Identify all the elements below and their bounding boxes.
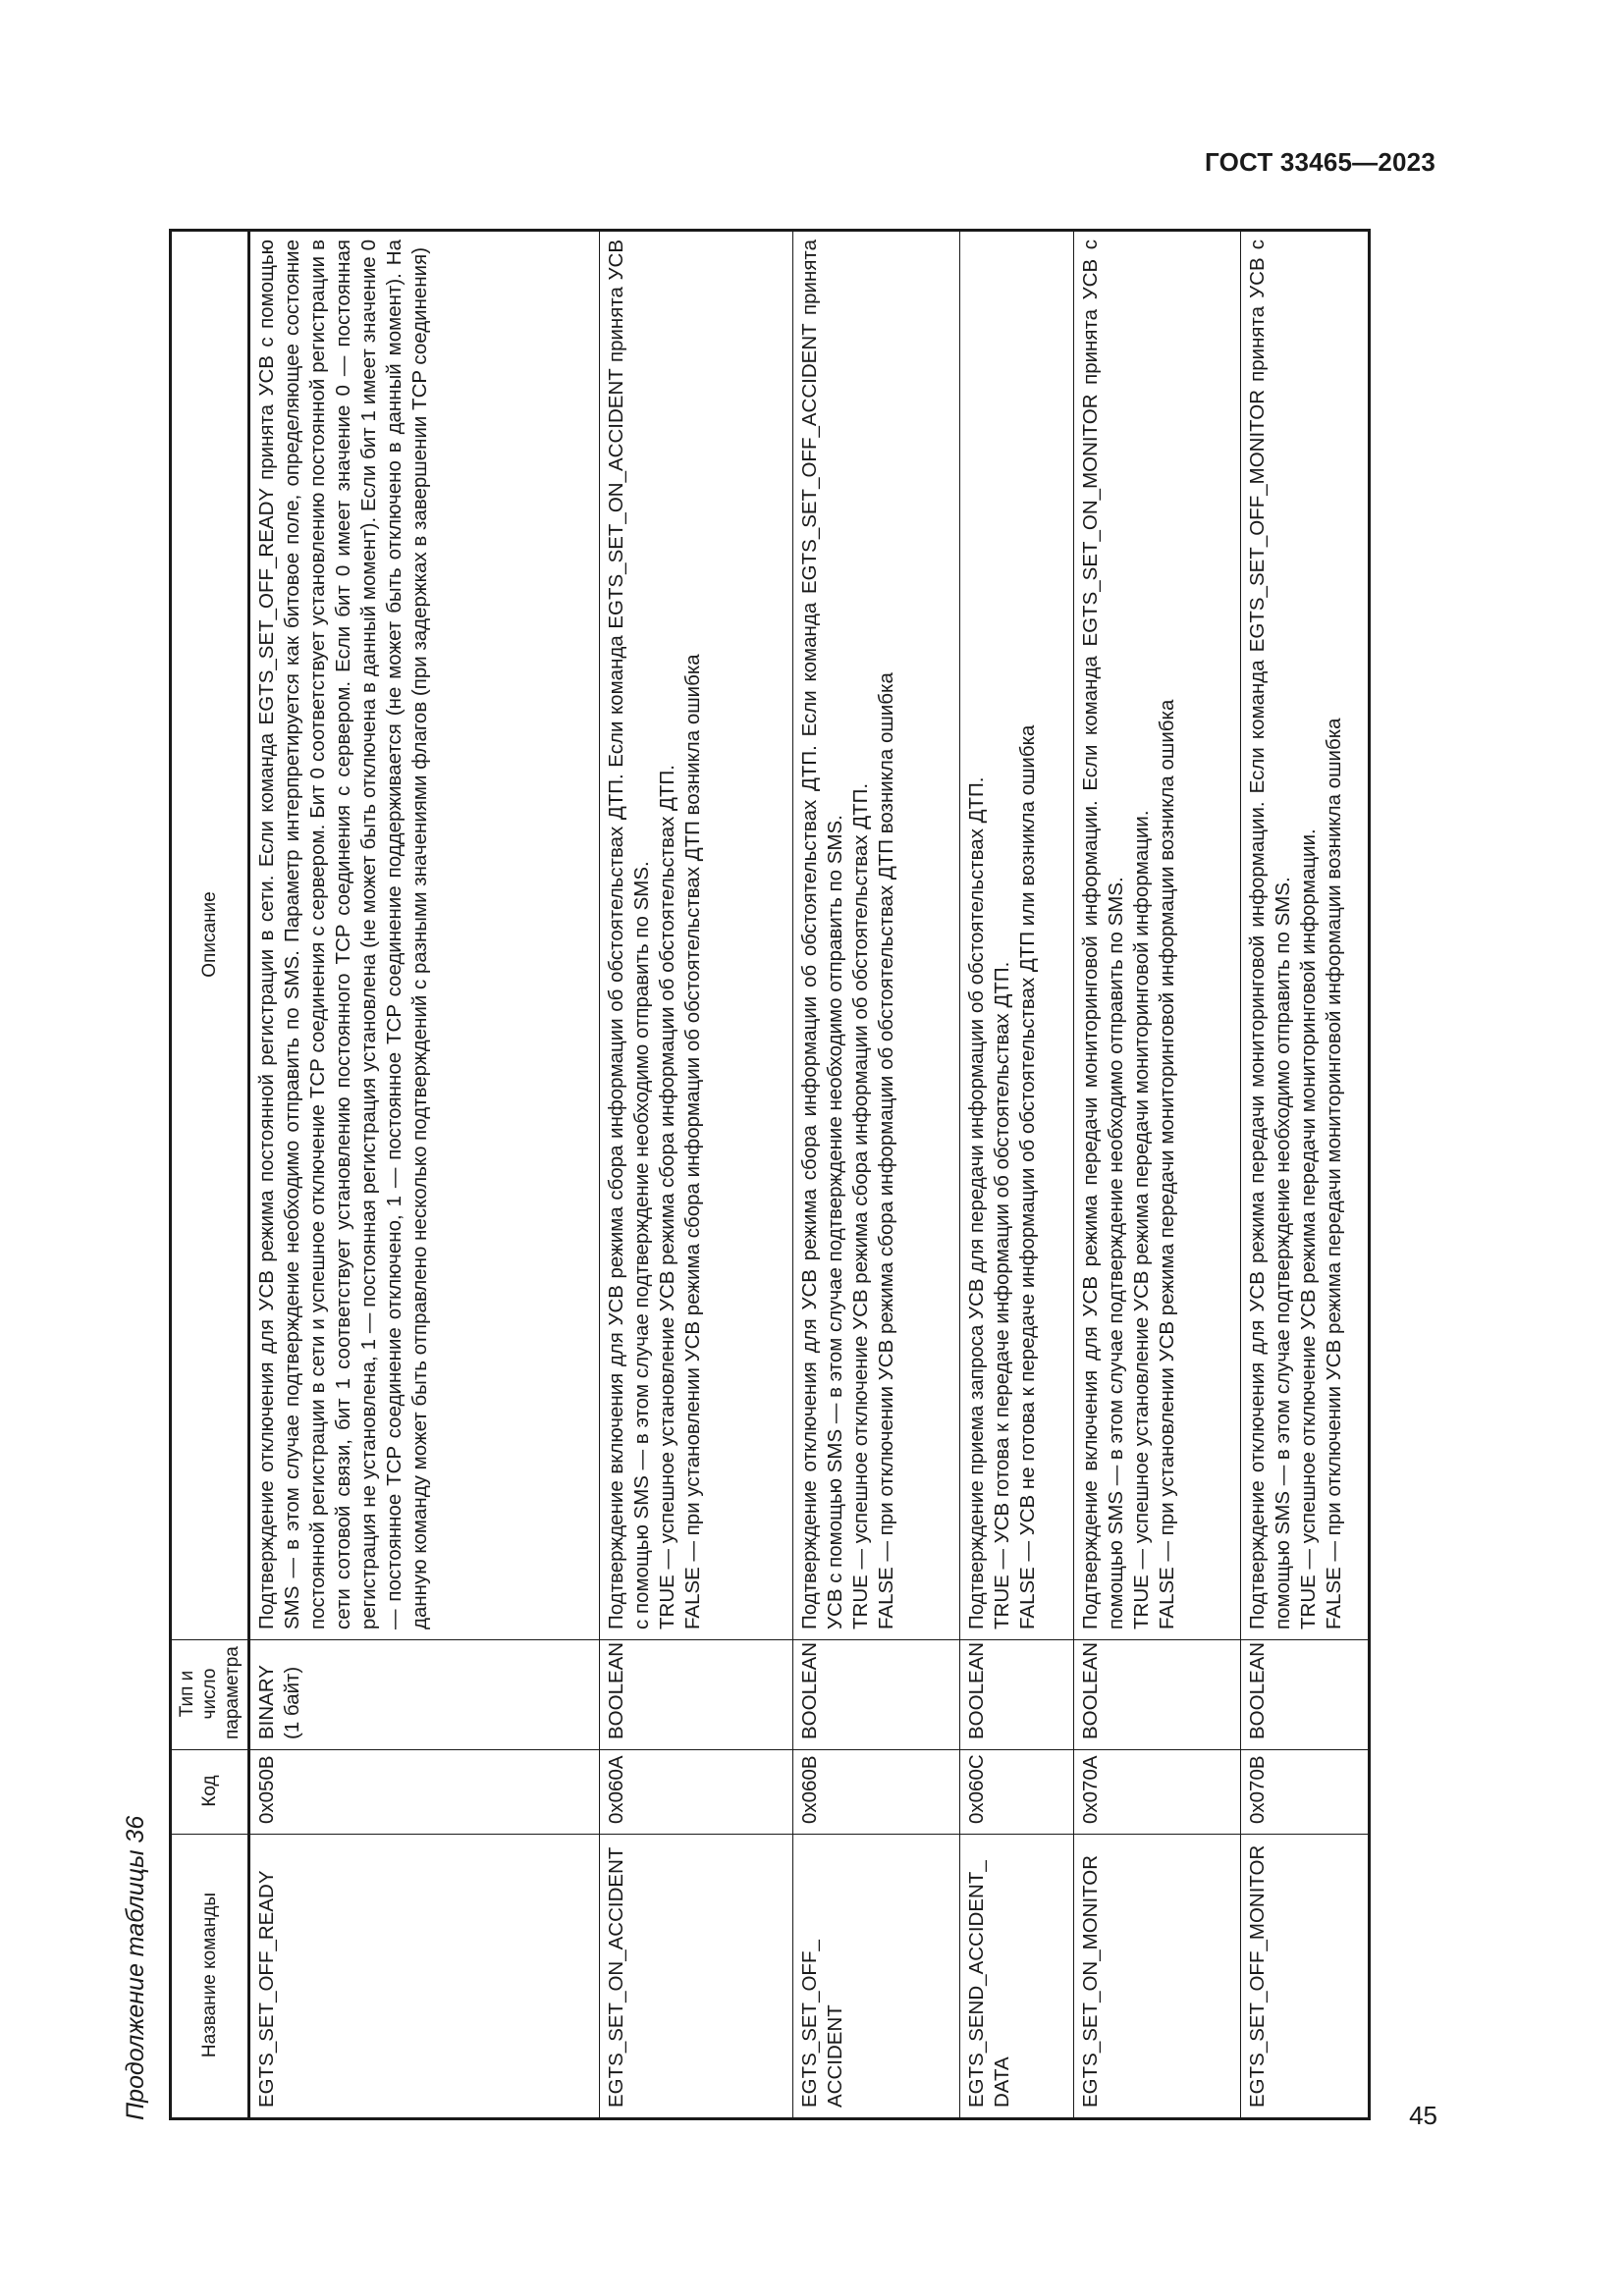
description-false-case: FALSE — при отключении УСВ режима передачи мониторинговой информации возникла ошибка — [1323, 718, 1346, 1629]
page-number: 45 — [1409, 2101, 1437, 2130]
cell-command-name: EGTS_SEND_ACCIDENT_ DATA — [960, 1835, 1074, 2119]
rotated-table-region — [118, 232, 1375, 2120]
cell-type: BOOLEAN — [960, 1640, 1074, 1750]
description-true-case: TRUE — успешное установление УСВ режима сбора информации об обстоятельствах ДТП. — [656, 765, 679, 1629]
table-row — [793, 231, 960, 2119]
column-header-type: Тип и число параметра — [171, 1640, 249, 1750]
description-false-case: FALSE — при установлении УСВ режима сбора информации об обстоятельствах ДТП возникла ошибка — [681, 654, 705, 1629]
cell-type: BOOLEAN — [793, 1640, 960, 1750]
cell-command-name: EGTS_SET_OFF_MONITOR — [1241, 1835, 1370, 2119]
column-header-code: Код — [171, 1750, 249, 1835]
cell-description — [249, 231, 600, 1640]
cell-type: BOOLEAN — [1241, 1640, 1370, 1750]
cell-code: 0x070B — [1241, 1750, 1370, 1835]
description-paragraph: Подтверждение приема запроса УСВ для передачи информации об обстоятельствах ДТП. — [965, 776, 988, 1629]
cell-command-name: EGTS_SET_OFF_ ACCIDENT — [793, 1835, 960, 2119]
description-paragraph: Подтверждение отключения для УСВ режима сбора информации об обстоятельствах ДТП. Если команда EGTS_SET_OFF_ACCIDENT принята УСВ с помощью SMS — в этом случае подтверждение необходимо отправить по SMS. — [798, 240, 847, 1629]
table-row — [1074, 231, 1241, 2119]
cell-code: 0x070A — [1074, 1750, 1241, 1835]
cell-type: BINARY (1 байт) — [249, 1640, 600, 1750]
table-header-row — [171, 231, 249, 2119]
column-header-description: Описание — [171, 231, 249, 1640]
table-row — [249, 231, 600, 2119]
table-continuation-label: Продолжение таблицы 36 — [122, 1815, 149, 2120]
cell-command-name: EGTS_SET_OFF_READY — [249, 1835, 600, 2119]
cell-command-name: EGTS_SET_ON_ACCIDENT — [600, 1835, 793, 2119]
description-paragraph: Подтверждение включения для УСВ режима передачи мониторинговой информации. Если команда EGTS_SET_ON_MONITOR принята УСВ с помощью SMS — в этом случае подтверждение необходимо отправить по SMS. — [1079, 240, 1128, 1629]
description-false-case: FALSE — УСВ не готова к передаче информации об обстоятельствах ДТП или возникла ошибка — [1016, 724, 1040, 1629]
description-paragraph: Подтверждение отключения для УСВ режима постоянной регистрации в сети. Если команда EGTS_SET_OFF_READY принята УСВ с помощью SMS — в этом случае подтверждение необходимо отправить по SMS. Параметр интерпретируется как битовое поле, определяющее состояние постоянной регистрации в сети и успешное отключение TCP соединения с сервером. Бит 0 соответствует установлению постоянной регистрации в сети сотовой связи, бит 1 соответствует установлению постоянного TCP соединения с сервером. Если бит 0 имеет значение 0 — постоянная регистрация не установлена, 1 — постоянная регистрация установлена (не может быть отключена в данный момент). Если бит 1 имеет значение 0 — постоянное TCP соединение отключено, 1 — постоянное TCP соединение поддерживается (не может быть отключено в данный момент). На данную команду может быть отправлено несколько подтверждений с разными значениями флагов (при задержках в завершении TCP соединения) — [255, 240, 432, 1629]
cell-description — [1074, 231, 1241, 1640]
table-row — [600, 231, 793, 2119]
cell-description — [793, 231, 960, 1640]
column-header-name: Название команды — [171, 1835, 249, 2119]
description-paragraph: Подтверждение включения для УСВ режима сбора информации об обстоятельствах ДТП. Если команда EGTS_SET_ON_ACCIDENT принята УСВ с помощью SMS — в этом случае подтверждение необходимо отправить по SMS. — [605, 240, 654, 1629]
cell-description — [960, 231, 1074, 1640]
cell-type: BOOLEAN — [1074, 1640, 1241, 1750]
description-false-case: FALSE — при отключении УСВ режима сбора информации об обстоятельствах ДТП возникла ошибка — [875, 672, 898, 1629]
cell-code: 0x060C — [960, 1750, 1074, 1835]
description-paragraph: Подтверждение отключения для УСВ режима передачи мониторинговой информации. Если команда EGTS_SET_OFF_MONITOR принята УСВ с помощью SMS — в этом случае подтверждение необходимо отправить по SMS. — [1246, 240, 1295, 1629]
table-row — [960, 231, 1074, 2119]
table-row — [1241, 231, 1370, 2119]
cell-description — [1241, 231, 1370, 1640]
cell-type: BOOLEAN — [600, 1640, 793, 1750]
cell-command-name: EGTS_SET_ON_MONITOR — [1074, 1835, 1241, 2119]
cell-code: 0x060B — [793, 1750, 960, 1835]
description-true-case: TRUE — успешное отключение УСВ режима сбора информации об обстоятельствах ДТП. — [849, 782, 873, 1629]
description-true-case: TRUE — успешное установление УСВ режима передачи мониторинговой информации. — [1130, 810, 1154, 1629]
description-false-case: FALSE — при установлении УСВ режима передачи мониторинговой информации возникла ошибка — [1156, 699, 1179, 1629]
description-true-case: TRUE — успешное отключение УСВ режима передачи мониторинговой информации. — [1297, 828, 1321, 1629]
cell-code: 0x060A — [600, 1750, 793, 1835]
cell-code: 0x050B — [249, 1750, 600, 1835]
description-true-case: TRUE — УСВ готова к передаче информации об обстоятельствах ДТП. — [991, 961, 1014, 1629]
commands-table — [169, 229, 1371, 2120]
standard-header: ГОСТ 33465—2023 — [1205, 147, 1435, 177]
cell-description — [600, 231, 793, 1640]
